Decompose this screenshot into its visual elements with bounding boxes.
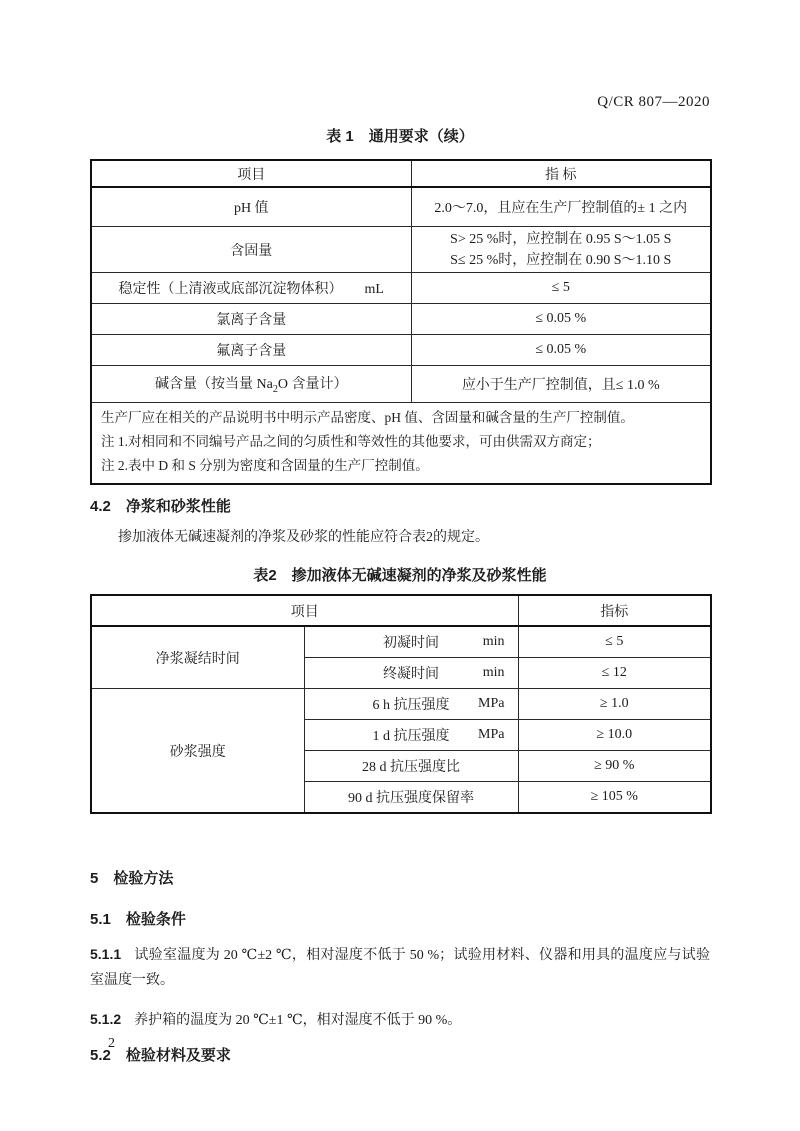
table1-stability-item [91,273,411,304]
table2-initial-setting-label: 初凝时间 [383,636,439,651]
table-row [91,366,711,403]
section-5-2-title: 检验材料及要求 [125,1047,231,1064]
table1-fluoride-item: 氟离子含量 [91,335,411,366]
table-row [91,689,711,720]
table1-header-row [91,160,711,187]
table1-notes [91,403,711,485]
table1-note-1: 注 1.对相同和不同编号产品之间的匀质性和等效性的其他要求，可由供需双方商定； [101,434,601,449]
table2-6h-strength-unit: MPa [478,696,505,711]
table1-alkali-item-suffix: O 含量计） [277,377,348,393]
section-4-2-paragraph: 掺加液体无碱速凝剂的净浆及砂浆的性能应符合表2的规定。 [118,530,489,545]
table2-group-setting-time: 净浆凝结时间 [91,626,304,689]
table-row [91,273,711,304]
table1-solid-item: 含固量 [91,227,411,273]
page-content [90,0,710,1066]
table2-final-setting-unit: min [482,665,505,680]
table1-chloride-item: 氯离子含量 [91,304,411,335]
section-5-number: 5 [90,870,99,887]
table2-6h-strength-label: 6 h 抗压强度 [372,698,450,713]
section-5-2-heading [90,1046,710,1066]
table2-initial-setting-item [304,626,518,658]
table2-header-row [91,595,711,626]
section-5-1-heading [90,910,710,930]
table1-solid-indicator [411,227,711,273]
table1-note-control-values: 生产厂应在相关的产品说明书中明示产品密度、pH 值、含固量和碱含量的生产厂控制值。 [101,410,634,425]
table-row [91,304,711,335]
clause-5-1-2-text: 养护箱的温度为 20 ℃±1 ℃，相对湿度不低于 90 %。 [134,1013,462,1028]
table2-1d-strength-label: 1 d 抗压强度 [372,729,450,744]
table2-28d-ratio-item: 28 d 抗压强度比 [304,751,518,782]
table2-paste-mortar-performance [90,594,712,814]
table2-final-setting-label: 终凝时间 [383,667,439,682]
table1-ph-indicator: 2.0～7.0，且应在生产厂控制值的± 1 之内 [411,187,711,227]
table2-28d-ratio-indicator: ≥ 90 % [518,751,711,782]
table1-chloride-indicator: ≤ 0.05 % [411,304,711,335]
table2-90d-retention-indicator: ≥ 105 % [518,782,711,814]
section-4-2-heading [90,497,710,517]
table2-header-item: 项目 [91,595,518,626]
table2-initial-setting-indicator: ≤ 5 [518,626,711,658]
table1-header-item: 项目 [91,160,411,187]
section-4-2-number: 4.2 [90,498,111,515]
clause-5-1-1 [90,942,710,993]
table2-1d-strength-item [304,720,518,751]
table1-alkali-item-subscript: 2 [272,383,278,395]
table2-1d-strength-unit: MPa [478,727,505,742]
section-5-heading [90,869,710,889]
clause-5-1-2-number: 5.1.2 [90,1011,122,1027]
table1-stability-label: 稳定性（上清液或底部沉淀物体积） [118,282,343,297]
clause-5-1-2 [90,1007,710,1033]
table2-90d-retention-item: 90 d 抗压强度保留率 [304,782,518,814]
table2-6h-strength-indicator: ≥ 1.0 [518,689,711,720]
table2-1d-strength-indicator: ≥ 10.0 [518,720,711,751]
clause-5-1-1-number: 5.1.1 [90,946,122,962]
standard-code: Q/CR 807—2020 [597,94,710,110]
table1-alkali-indicator: 应小于生产厂控制值，且≤ 1.0 % [411,366,711,403]
section-5-1-title: 检验条件 [125,911,186,928]
table1-general-requirements [90,159,712,485]
table-row [91,335,711,366]
table2-group-mortar-strength: 砂浆强度 [91,689,304,814]
table1-alkali-item-prefix: 碱含量（按当量 Na [155,377,273,393]
table1-solid-indicator-line1: S> 25 %时，应控制在 0.95 S～1.05 S [450,231,672,247]
table1-note-2: 注 2.表中 D 和 S 分别为密度和含固量的生产厂控制值。 [101,458,429,473]
table1-fluoride-indicator: ≤ 0.05 % [411,335,711,366]
table1-notes-row [91,403,711,485]
table1-header-indicator: 指 标 [411,160,711,187]
table1-stability-unit: mL [364,282,384,297]
section-5-1-number: 5.1 [90,911,111,928]
table1-stability-indicator: ≤ 5 [411,273,711,304]
section-4-2-title: 净浆和砂浆性能 [125,498,231,515]
table2-title: 表2 掺加液体无碱速凝剂的净浆及砂浆性能 [253,567,547,584]
table1-title: 表 1 通用要求（续） [326,128,474,145]
table2-6h-strength-item [304,689,518,720]
section-5-title: 检验方法 [113,870,174,887]
table-row [91,187,711,227]
clause-5-1-1-text: 试验室温度为 20 ℃±2 ℃，相对湿度不低于 50 %；试验用材料、仪器和用具的温度应与试验室温度一致。 [90,948,710,988]
table2-header-indicator: 指标 [518,595,711,626]
table1-ph-item: pH 值 [91,187,411,227]
table1-solid-indicator-line2: S≤ 25 %时，应控制在 0.90 S～1.10 S [450,252,672,268]
section-5-2-number: 5.2 [90,1047,111,1064]
table-row [91,626,711,658]
page-number: 2 [108,1036,115,1051]
table-row [91,227,711,273]
table2-initial-setting-unit: min [482,634,505,649]
table2-final-setting-item [304,658,518,689]
table2-final-setting-indicator: ≤ 12 [518,658,711,689]
table1-alkali-item [91,366,411,403]
